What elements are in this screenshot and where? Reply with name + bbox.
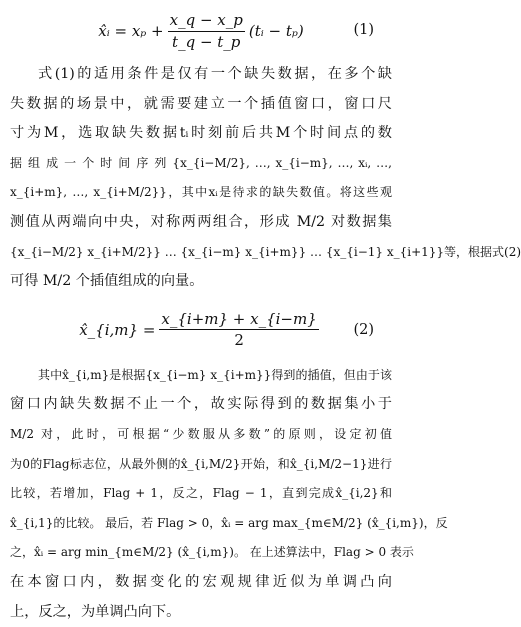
- text-line: 在本窗口内，数据变化的宏观规律近似为单调凸向: [10, 568, 392, 598]
- text-line: 其中x̂_{i,m}是根据{x_{i−m} x_{i+m}}得到的插值，但由于该: [10, 361, 392, 391]
- text-line: {x_{i−M/2} x_{i+M/2}} … {x_{i−m} x_{i+m}} … {x_{i−1} x_{i+1}}等，根据式(2): [10, 238, 392, 268]
- equation-1: [10, 0, 392, 60]
- equation-2-denominator: 2: [232, 330, 246, 349]
- equation-1-number: (1): [353, 22, 374, 38]
- text-line: M/2 对，此时，可根据“少数服从多数”的原则，设定初值: [10, 420, 392, 450]
- text-line: 上，反之，为单调凸向下。: [10, 598, 392, 627]
- paragraph-1: [10, 60, 392, 297]
- text-line: 失数据的场景中，就需要建立一个插值窗口，窗口尺: [10, 90, 392, 120]
- text-line: 比较，若增加，Flag + 1，反之，Flag − 1，直到完成x̂_{i,2}和: [10, 479, 392, 509]
- equation-2-lhs: x̂_{i,m} =: [79, 321, 155, 339]
- equation-2-numerator: x_{i+m} + x_{i−m}: [159, 311, 318, 331]
- paragraph-2: [10, 361, 392, 627]
- text-line: 为0的Flag标志位，从最外侧的x̂_{i,M/2}开始，和x̂_{i,M/2−1}进行: [10, 450, 392, 480]
- equation-1-lhs: x̂ᵢ = xₚ +: [98, 22, 163, 40]
- text-line: 式(1)的适用条件是仅有一个缺失数据，在多个缺: [10, 60, 392, 90]
- text-line: 可得 M/2 个插值组成的向量。: [10, 267, 392, 297]
- text-line: 之，x̂ᵢ = arg min_{m∈M/2} (x̂_{i,m})。 在上述算法中，Flag > 0 表示: [10, 538, 392, 568]
- equation-1-fraction: [168, 12, 245, 50]
- equation-1-numerator: x_q − x_p: [168, 12, 245, 32]
- equation-1-rhs: (tᵢ − tₚ): [249, 22, 304, 40]
- text-line: 据 组 成 一 个 时 间 序 列 {x_{i−M/2}, …, x_{i−m}, …, xᵢ, …,: [10, 149, 392, 179]
- text-line: 测值从两端向中央，对称两两组合，形成 M/2 对数据集: [10, 208, 392, 238]
- equation-1-denominator: t_q − t_p: [170, 32, 242, 51]
- text-line: 窗口内缺失数据不止一个，故实际得到的数据集小于: [10, 390, 392, 420]
- equation-2-fraction: [159, 311, 318, 349]
- equation-2-number: (2): [353, 322, 374, 338]
- text-line: x̂_{i,1}的比较。 最后，若 Flag > 0，x̂ᵢ = arg max_{m∈M/2} (x̂_{i,m})，反: [10, 509, 392, 539]
- text-line: 寸为M，选取缺失数据tᵢ时刻前后共M个时间点的数: [10, 119, 392, 149]
- text-line: x_{i+m}, …, x_{i+M/2}}，其中xᵢ是待求的缺失数值。将这些观: [10, 178, 392, 208]
- equation-2: [10, 299, 392, 361]
